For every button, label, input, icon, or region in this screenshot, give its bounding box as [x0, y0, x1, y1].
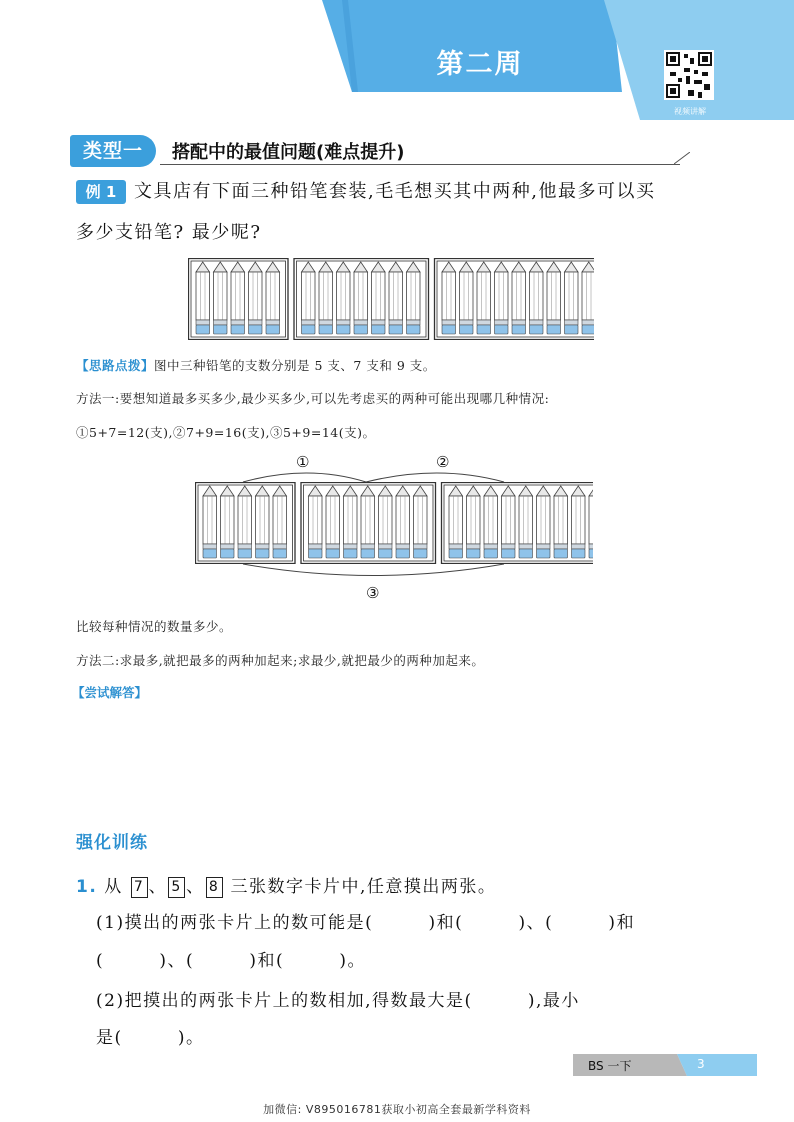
- pencil: [249, 262, 263, 334]
- pencil: [337, 262, 351, 334]
- pencil: [460, 262, 474, 334]
- qr-code-icon[interactable]: [664, 50, 714, 100]
- pencil: [414, 486, 428, 558]
- part1-line2: ( )、( )和( )。: [96, 951, 366, 971]
- pencil-sets-figure: [188, 258, 594, 340]
- question-1-post: 三张数字卡片中,任意摸出两张。: [230, 877, 497, 897]
- underline-slash: [674, 152, 690, 165]
- pencil: [319, 262, 333, 334]
- hint-text: 图中三种铅笔的支数分别是 5 支、7 支和 9 支。: [154, 358, 436, 373]
- pencil: [589, 486, 593, 558]
- type-badge: 类型一: [70, 135, 156, 167]
- separator: 、: [148, 877, 168, 897]
- footer-note: 加微信: V895016781获取小初高全套最新学科资料: [263, 1103, 531, 1116]
- page-number: 3: [697, 1057, 705, 1071]
- pencil: [273, 486, 287, 558]
- pencil: [326, 486, 340, 558]
- type-title: 搭配中的最值问题(难点提升): [172, 142, 405, 163]
- pencil: [354, 262, 368, 334]
- pencil: [495, 262, 509, 334]
- pencil: [407, 262, 421, 334]
- pencil-sets-figure-2: [195, 482, 593, 564]
- pencil: [442, 262, 456, 334]
- pencil: [396, 486, 410, 558]
- example-question-line1: 文具店有下面三种铅笔套装,毛毛想买其中两种,他最多可以买: [134, 181, 656, 202]
- hint-line: [76, 356, 436, 374]
- number-card-8: 8: [206, 877, 223, 898]
- week-title: 第二周: [436, 49, 524, 80]
- pencil: [203, 486, 217, 558]
- part2-line1: (2)把摸出的两张卡片上的数相加,得数最大是( ),最小: [96, 991, 580, 1011]
- pencil: [196, 262, 210, 334]
- number-card-5: 5: [168, 877, 185, 898]
- pencil: [214, 262, 228, 334]
- footer-label: BS 一下: [588, 1059, 632, 1073]
- part1-line1: (1)摸出的两张卡片上的数可能是( )和( )、( )和: [96, 913, 636, 933]
- pencil: [389, 262, 403, 334]
- pencil: [302, 262, 316, 334]
- method1-text: 方法一:要想知道最多买多少,最少买多少,可以先考虑买的两种可能出现哪几种情况:: [76, 391, 550, 406]
- type-underline: [160, 164, 680, 165]
- compare-text: 比较每种情况的数量多少。: [76, 619, 233, 634]
- cases-text: ①5+7=12(支),②7+9=16(支),③5+9=14(支)。: [76, 425, 376, 440]
- number-card-7: 7: [131, 877, 148, 898]
- header-banner: [322, 0, 794, 120]
- pencil-box-7: [294, 259, 429, 340]
- pencil-box-5: [196, 483, 296, 564]
- case-label-3: ③: [366, 584, 380, 602]
- pencil: [266, 262, 280, 334]
- question-number: 1.: [76, 877, 98, 897]
- pencil: [582, 262, 594, 334]
- pencil: [572, 486, 586, 558]
- method2-text: 方法二:求最多,就把最多的两种加起来;求最少,就把最少的两种加起来。: [76, 653, 485, 668]
- pencil: [467, 486, 481, 558]
- pencil: [372, 262, 386, 334]
- pencil-box-9: [442, 483, 594, 564]
- hint-tag: 【思路点拨】: [76, 358, 155, 373]
- pencil: [484, 486, 498, 558]
- pencil: [512, 262, 526, 334]
- pencil: [477, 262, 491, 334]
- pencil: [344, 486, 358, 558]
- pencil: [309, 486, 323, 558]
- case-label-1: ①: [296, 453, 310, 471]
- pencil: [221, 486, 235, 558]
- pencil: [238, 486, 252, 558]
- pencil: [231, 262, 245, 334]
- pencil: [565, 262, 579, 334]
- case-label-2: ②: [436, 453, 450, 471]
- question-1: [76, 872, 496, 898]
- pencil: [379, 486, 393, 558]
- pencil: [530, 262, 544, 334]
- pencil-box-5: [189, 259, 289, 340]
- qr-caption: 视频讲解: [674, 107, 706, 116]
- separator: 、: [186, 877, 205, 897]
- pencil: [502, 486, 516, 558]
- part2-line2: 是( )。: [96, 1028, 205, 1048]
- example-question-line2: 多少支铅笔? 最少呢?: [76, 222, 262, 243]
- training-title: 强化训练: [76, 833, 148, 853]
- pencil: [554, 486, 568, 558]
- question-1-pre: 从: [104, 877, 123, 897]
- try-answer-tag: 【尝试解答】: [72, 685, 148, 700]
- pencil-box-7: [301, 483, 436, 564]
- pencil: [537, 486, 551, 558]
- pencil: [256, 486, 270, 558]
- example-badge: 例 1: [76, 180, 126, 204]
- pencil: [519, 486, 533, 558]
- pencil-box-9: [435, 259, 595, 340]
- pencil: [449, 486, 463, 558]
- pencil: [547, 262, 561, 334]
- pencil: [361, 486, 375, 558]
